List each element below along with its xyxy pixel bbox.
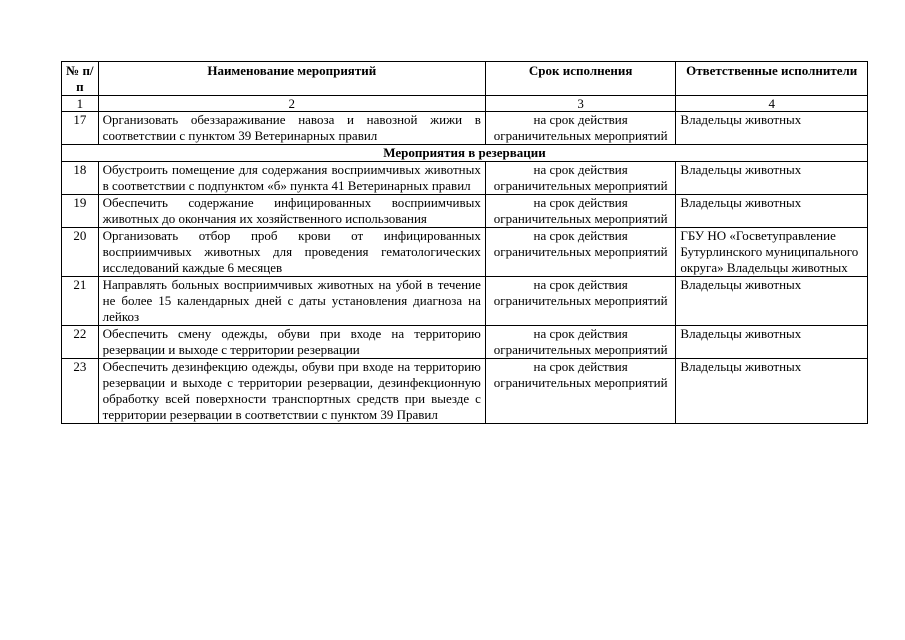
row-responsible: Владельцы животных [676, 112, 868, 145]
row-term: на срок действия ограничительных мероприятий [485, 195, 676, 228]
row-responsible: ГБУ НО «Госветуправление Бутурлинского муниципального округа» Владельцы животных [676, 228, 868, 277]
row-measure-name: Обеспечить смену одежды, обуви при входе на территорию резервации и выходе с территории резервации [98, 326, 485, 359]
table-row [62, 112, 868, 145]
column-index-row [62, 96, 868, 112]
column-index: 4 [676, 96, 868, 112]
table-row [62, 195, 868, 228]
row-term: на срок действия ограничительных мероприятий [485, 228, 676, 277]
header-name: Наименование мероприятий [98, 62, 485, 96]
header-resp: Ответственные исполнители [676, 62, 868, 96]
row-number: 23 [62, 359, 99, 424]
section-row [62, 145, 868, 162]
section-title: Мероприятия в резервации [62, 145, 868, 162]
table-row [62, 162, 868, 195]
row-responsible: Владельцы животных [676, 326, 868, 359]
row-term: на срок действия ограничительных мероприятий [485, 277, 676, 326]
header-term: Срок исполнения [485, 62, 676, 96]
measures-table [61, 61, 868, 424]
table-row [62, 326, 868, 359]
row-measure-name: Обустроить помещение для содержания восприимчивых животных в соответствии с подпунктом «б» пункта 41 Ветеринарных правил [98, 162, 485, 195]
row-number: 21 [62, 277, 99, 326]
row-responsible: Владельцы животных [676, 162, 868, 195]
row-responsible: Владельцы животных [676, 277, 868, 326]
table-row [62, 228, 868, 277]
row-measure-name: Организовать отбор проб крови от инфицированных восприимчивых животных для проведения гематологических исследований каждые 6 месяцев [98, 228, 485, 277]
row-term: на срок действия ограничительных мероприятий [485, 162, 676, 195]
row-number: 17 [62, 112, 99, 145]
column-index: 1 [62, 96, 99, 112]
column-index: 2 [98, 96, 485, 112]
table-row [62, 359, 868, 424]
row-responsible: Владельцы животных [676, 195, 868, 228]
row-measure-name: Обеспечить содержание инфицированных восприимчивых животных до окончания их хозяйственного использования [98, 195, 485, 228]
row-measure-name: Направлять больных восприимчивых животных на убой в течение не более 15 календарных дней с даты установления диагноза на лейкоз [98, 277, 485, 326]
row-number: 22 [62, 326, 99, 359]
table-row [62, 277, 868, 326]
row-term: на срок действия ограничительных мероприятий [485, 359, 676, 424]
column-index: 3 [485, 96, 676, 112]
row-term: на срок действия ограничительных мероприятий [485, 326, 676, 359]
row-responsible: Владельцы животных [676, 359, 868, 424]
row-measure-name: Организовать обеззараживание навоза и навозной жижи в соответствии с пунктом 39 Ветеринарных правил [98, 112, 485, 145]
row-measure-name: Обеспечить дезинфекцию одежды, обуви при входе на территорию резервации и выходе с территории резервации, дезинфекционную обработку всей поверхности транспортных средств при выезде с территории резервации в соответствии с пунктом 39 Правил [98, 359, 485, 424]
row-term: на срок действия ограничительных мероприятий [485, 112, 676, 145]
row-number: 20 [62, 228, 99, 277]
table-header-row [62, 62, 868, 96]
header-num: № п/п [62, 62, 99, 96]
table-body [62, 96, 868, 424]
row-number: 19 [62, 195, 99, 228]
row-number: 18 [62, 162, 99, 195]
